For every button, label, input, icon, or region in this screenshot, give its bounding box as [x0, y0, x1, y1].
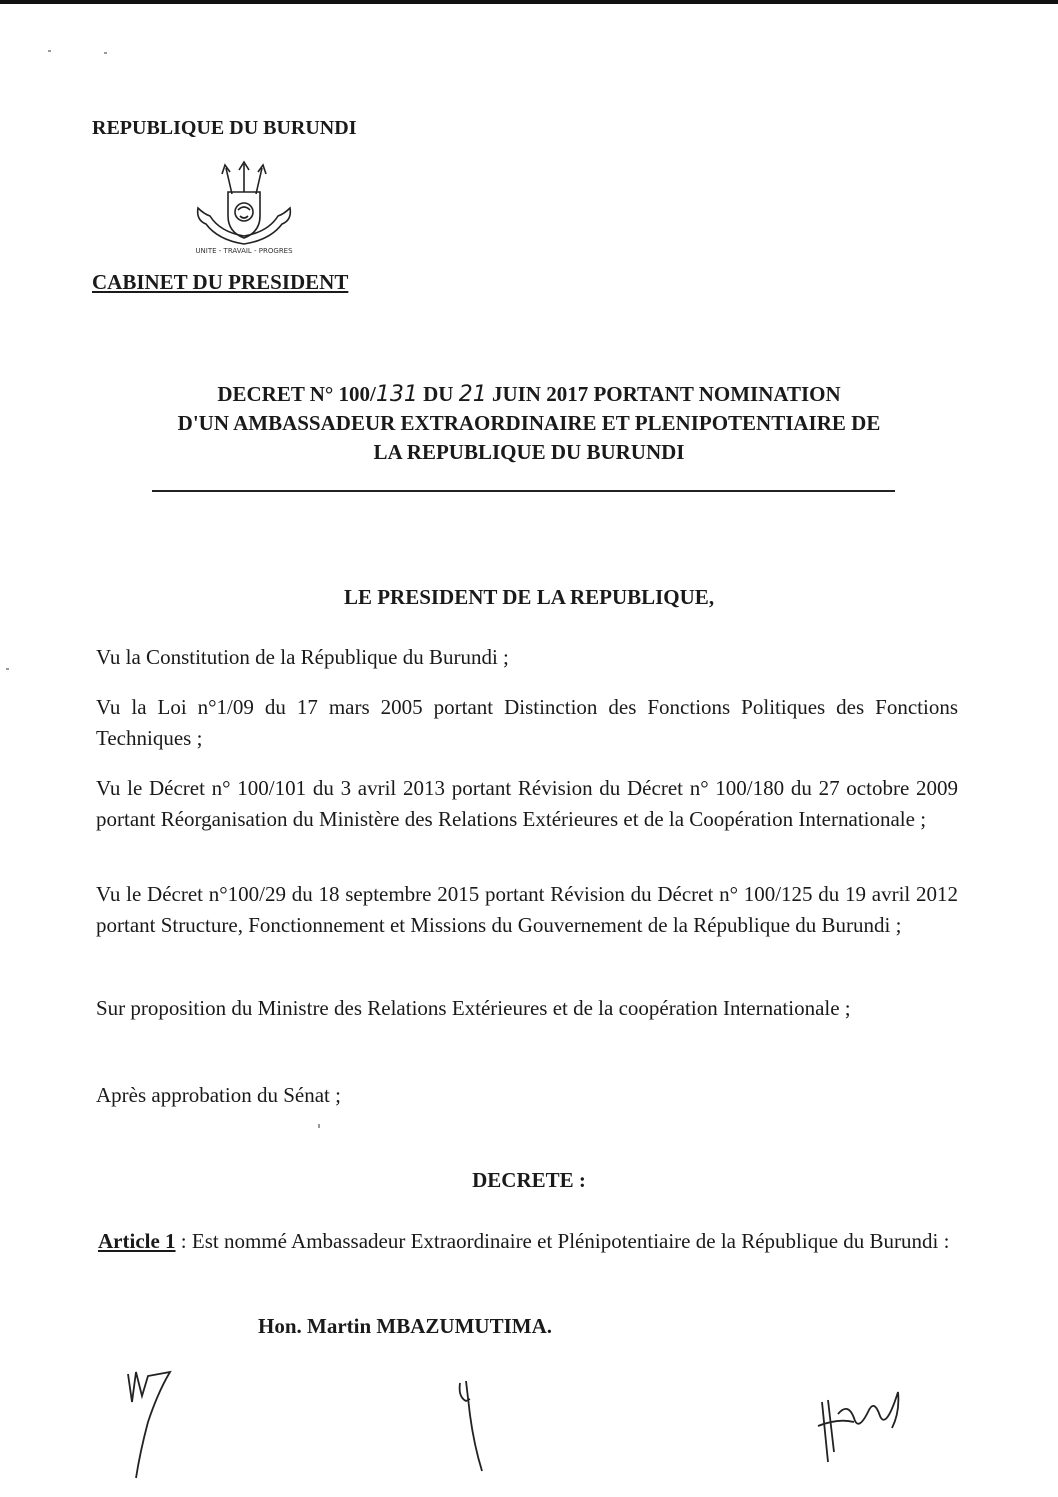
initials-signature-right: [808, 1372, 916, 1472]
nominee-name: Hon. Martin MBAZUMUTIMA.: [258, 1314, 552, 1338]
article-separator: :: [175, 1229, 192, 1253]
article-1: [98, 1226, 960, 1257]
article-text: Est nommé Ambassadeur Extraordinaire et Plénipotentiaire de la République du Burundi :: [191, 1229, 950, 1253]
coat-of-arms-emblem: [188, 158, 300, 258]
decree-title-line-1: [100, 380, 958, 409]
decree-title-line-3: LA REPUBLIQUE DU BURUNDI: [373, 440, 685, 464]
initials-signature-center: [452, 1375, 492, 1475]
decree-number-handwritten: 131: [375, 382, 418, 407]
scan-speck: [6, 668, 9, 670]
consideration-paragraph: Vu le Décret n° 100/101 du 3 avril 2013 portant Révision du Décret n° 100/180 du 27 octobre 2009 portant Réorganisation du Ministère des Relations Extérieures et de la Coopération Internationale ;: [96, 776, 958, 831]
decree-date-suffix: JUIN 2017 PORTANT NOMINATION: [486, 382, 841, 406]
decree-title-line-2: D'UN AMBASSADEUR EXTRAORDINAIRE ET PLENIPOTENTIAIRE DE: [177, 411, 881, 435]
decree-title: [100, 380, 958, 467]
decree-heading: DECRETE :: [472, 1168, 586, 1192]
decree-date-prefix: DU: [417, 382, 459, 406]
decree-number-prefix: DECRET N° 100/: [217, 382, 376, 406]
issuing-office: CABINET DU PRESIDENT: [92, 270, 349, 294]
consideration-paragraph: Sur proposition du Ministre des Relations Extérieures et de la coopération Internationale ;: [96, 996, 851, 1020]
scan-speck: [318, 1124, 320, 1128]
decree-day-handwritten: 21: [458, 382, 487, 407]
issuing-country: REPUBLIQUE DU BURUNDI: [92, 117, 357, 139]
article-label: Article 1: [98, 1229, 176, 1253]
scan-speck: [48, 50, 51, 52]
preamble-heading: LE PRESIDENT DE LA REPUBLIQUE,: [343, 585, 715, 609]
scan-border: [0, 0, 1058, 4]
consideration-paragraph: Vu le Décret n°100/29 du 18 septembre 2015 portant Révision du Décret n° 100/125 du 19 avril 2012 portant Structure, Fonctionnement et Missions du Gouvernement de la République du Burundi ;: [96, 882, 958, 937]
consideration-paragraph: Vu la Loi n°1/09 du 17 mars 2005 portant Distinction des Fonctions Politiques des Fonctions Techniques ;: [96, 695, 958, 750]
initials-signature-left: [118, 1362, 188, 1482]
emblem-motto: UNITE - TRAVAIL - PROGRES: [195, 247, 293, 255]
title-divider: [152, 490, 895, 492]
consideration-paragraph: Vu la Constitution de la République du Burundi ;: [96, 645, 509, 669]
scan-speck: [104, 52, 107, 54]
consideration-paragraph: Après approbation du Sénat ;: [96, 1083, 341, 1107]
